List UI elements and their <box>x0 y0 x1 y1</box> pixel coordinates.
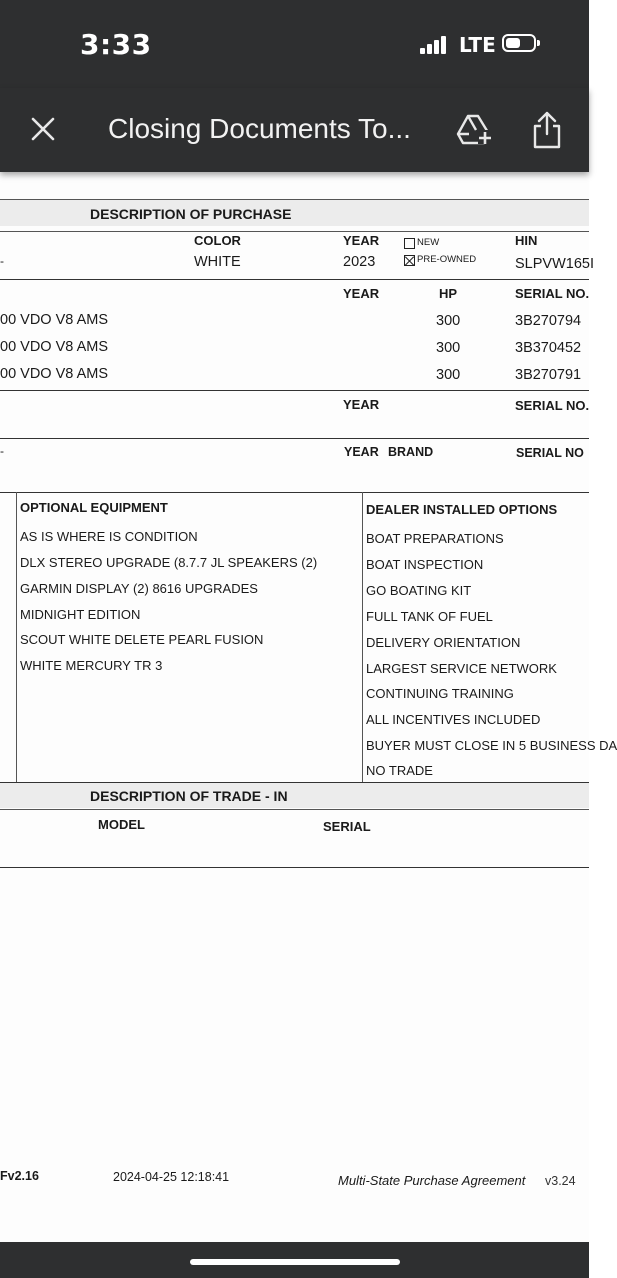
divider <box>0 809 589 810</box>
optional-equipment-title: OPTIONAL EQUIPMENT <box>20 500 168 515</box>
hin-label: HIN <box>515 233 538 248</box>
close-icon[interactable] <box>26 112 60 146</box>
signal-icon <box>420 34 450 54</box>
divider <box>0 390 589 391</box>
engine-serial: 3B270794 <box>515 313 582 329</box>
share-icon[interactable] <box>530 110 564 150</box>
engine-hp: 300 <box>436 340 461 356</box>
divider <box>0 199 589 200</box>
optional-item: SCOUT WHITE DELETE PEARL FUSION <box>20 632 264 647</box>
dealer-item: DELIVERY ORIENTATION <box>366 635 521 650</box>
trailer-serial-label: SERIAL NO. <box>515 398 590 413</box>
form-name: Multi-State Purchase Agreement <box>338 1173 526 1188</box>
battery-icon <box>502 34 536 52</box>
purchase-header-band <box>0 200 589 226</box>
engine-desc: 00 VDO V8 AMS <box>0 366 108 382</box>
engine-desc: 00 VDO V8 AMS <box>0 339 108 355</box>
add-to-drive-icon[interactable] <box>456 112 494 148</box>
engine-serial: 3B370452 <box>515 340 582 356</box>
engine-hp-label: HP <box>439 286 458 301</box>
other-year-label: YEAR <box>344 445 379 459</box>
home-indicator[interactable] <box>190 1259 400 1265</box>
other-serial-label: SERIAL NO <box>516 446 584 460</box>
engine-desc: 00 VDO V8 AMS <box>0 312 108 328</box>
year-label: YEAR <box>343 233 380 248</box>
row-mark: - <box>0 254 4 268</box>
optional-item: GARMIN DISPLAY (2) 8616 UPGRADES <box>20 581 258 596</box>
dealer-item: ALL INCENTIVES INCLUDED <box>366 712 541 727</box>
divider <box>0 492 589 493</box>
hin-value: SLPVW165I <box>515 256 594 272</box>
status-time: 3:33 <box>80 28 152 61</box>
optional-item: AS IS WHERE IS CONDITION <box>20 529 198 544</box>
dealer-item: GO BOATING KIT <box>366 583 472 598</box>
optional-item: MIDNIGHT EDITION <box>20 607 141 622</box>
divider <box>0 867 589 868</box>
divider <box>0 231 589 232</box>
dealer-item: BOAT PREPARATIONS <box>366 531 504 546</box>
trade-in-section-title: DESCRIPTION OF TRADE - IN <box>90 788 288 804</box>
print-timestamp: 2024-04-25 12:18:41 <box>113 1170 230 1184</box>
dealer-item: BUYER MUST CLOSE IN 5 BUSINESS DA <box>366 738 617 753</box>
preowned-label: PRE-OWNED <box>417 254 477 265</box>
dealer-options-title: DEALER INSTALLED OPTIONS <box>366 502 558 517</box>
form-version: Fv2.16 <box>0 1169 39 1183</box>
dealer-item: LARGEST SERVICE NETWORK <box>366 661 557 676</box>
trade-in-model-label: MODEL <box>98 817 145 832</box>
color-value: WHITE <box>194 254 241 270</box>
document-version: v3.24 <box>545 1174 576 1188</box>
optional-item: WHITE MERCURY TR 3 <box>20 658 163 673</box>
trailer-year-label: YEAR <box>343 397 380 412</box>
engine-hp: 300 <box>436 313 461 329</box>
row-mark: - <box>0 444 4 458</box>
divider <box>0 438 589 439</box>
home-bar <box>0 1242 589 1278</box>
preowned-checkbox <box>404 255 415 266</box>
divider <box>362 492 363 782</box>
app-bar <box>0 88 589 172</box>
other-brand-label: BRAND <box>388 445 434 459</box>
dealer-item: NO TRADE <box>366 763 433 778</box>
trade-in-header-band <box>0 783 589 808</box>
dealer-item: FULL TANK OF FUEL <box>366 609 493 624</box>
year-value: 2023 <box>343 254 376 270</box>
trade-in-serial-label: SERIAL <box>323 819 371 834</box>
engine-serial: 3B270791 <box>515 367 582 383</box>
engine-hp: 300 <box>436 367 461 383</box>
divider <box>0 279 589 280</box>
document-page <box>0 172 617 1242</box>
purchase-section-title: DESCRIPTION OF PURCHASE <box>90 206 292 222</box>
color-label: COLOR <box>194 233 241 248</box>
divider <box>16 492 17 782</box>
dealer-item: CONTINUING TRAINING <box>366 686 514 701</box>
status-bar <box>0 0 589 88</box>
engine-year-label: YEAR <box>343 286 380 301</box>
optional-item: DLX STEREO UPGRADE (8.7.7 JL SPEAKERS (2) <box>20 555 318 570</box>
engine-serial-label: SERIAL NO. <box>515 286 590 301</box>
new-label: NEW <box>417 237 440 248</box>
new-checkbox <box>404 238 415 249</box>
document-title: Closing Documents To... <box>108 113 411 144</box>
network-label: LTE <box>459 33 496 57</box>
dealer-item: BOAT INSPECTION <box>366 557 484 572</box>
